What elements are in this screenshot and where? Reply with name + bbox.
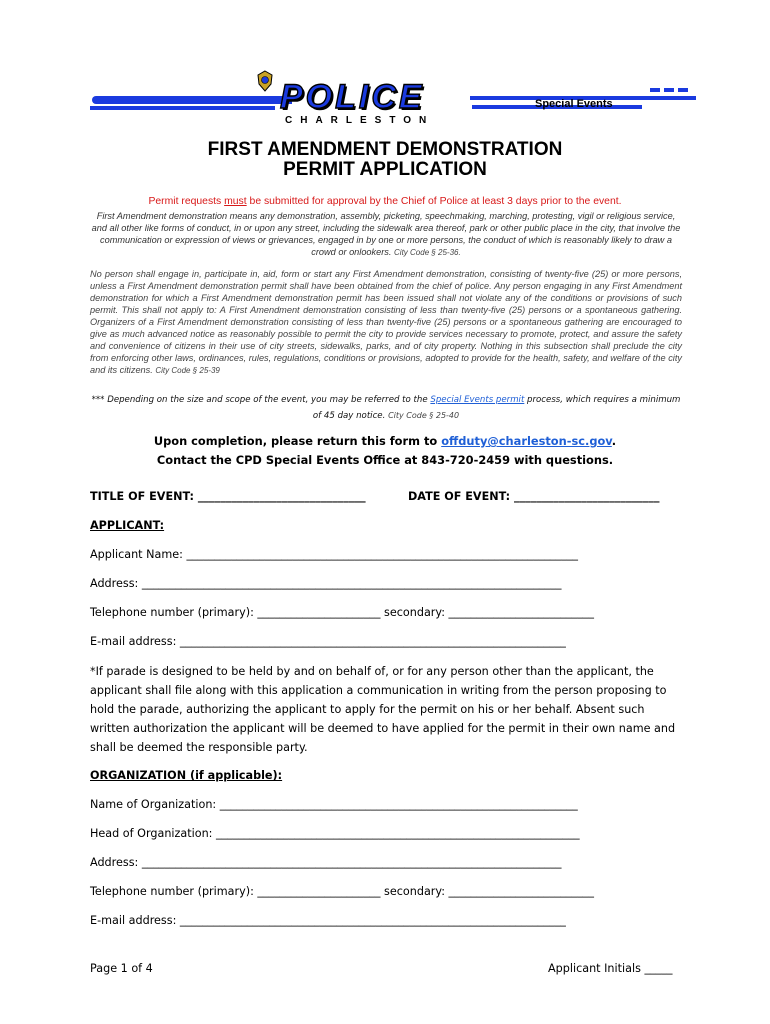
notice-text: Permit requests — [148, 196, 225, 207]
police-badge-icon — [256, 70, 274, 92]
banner-dash — [664, 88, 674, 92]
note-citation: City Code § 25-40 — [388, 411, 460, 420]
submission-notice — [0, 195, 770, 208]
rule-paragraph — [90, 268, 682, 377]
police-header-banner — [90, 68, 700, 130]
note-text: process, which requires a minimum of 45 day notice. — [312, 395, 681, 421]
applicant-email-field[interactable]: E-mail address: _____________________________________________________________________ — [90, 635, 566, 648]
banner-stripe — [90, 106, 275, 110]
organization-phone-field[interactable]: Telephone number (primary): ______________________ secondary: __________________________ — [90, 885, 594, 898]
definition-text: First Amendment demonstration means any demonstration, assembly, picketing, speechmaking, marching, protesting, vigil or religious service, and all other like forms of conduct, in or upon any street, including the sidewalk area thereof, park or other public place in the city, that involve the communication or expression of views or grievances, engaged in by one or more persons, the conduct of which is reasonably likely to draw a crowd or onlookers. — [91, 211, 681, 257]
return-text: Upon completion, please return this form to — [153, 434, 442, 448]
parade-authorization-note: *If parade is designed to be held by and on behalf of, or for any person other than the applicant, the applicant shall file along with this application a communication in writing from the person proposing to hold the parade, authorizing the applicant to apply for the permit on his or her behalf. Absent such written authorization the applicant will be deemed to have applied for the permit in their own name and shall be deemed the responsible party. — [90, 665, 676, 754]
special-events-note — [90, 393, 682, 424]
return-email-link[interactable]: offduty@charleston-sc.gov — [441, 434, 612, 448]
organization-name-field[interactable]: Name of Organization: ________________________________________________________________ — [90, 798, 578, 811]
banner-dash — [678, 88, 688, 92]
contact-line: Contact the CPD Special Events Office at 843-720-2459 with questions. — [156, 453, 614, 467]
department-label: Special Events — [535, 98, 613, 110]
return-text: . — [611, 434, 617, 448]
notice-emphasis: must — [224, 196, 247, 207]
applicant-phone-field[interactable]: Telephone number (primary): ______________________ secondary: __________________________ — [90, 606, 594, 619]
form-title-line2: PERMIT APPLICATION — [283, 159, 487, 180]
rule-text: No person shall engage in, participate in, aid, form or start any First Amendment demonstration, consisting of twenty-five (25) or more persons, unless a First Amendment demonstration permit shall have been obtained from the chief of police. Any person engaging in any First Amendment demonstration for which a First Amendment demonstration permit has been issued shall not violate any of the conditions or provisions of such permit. This shall not apply to: A First Amendment demonstration consisting of less than twenty-five (25) persons or a spontaneous gathering. Organizers of a First Amendment demonstration consisting of less than twenty-five (25) persons or a spontaneous gathering are encouraged to give as much advanced notice as reasonably possible to permit the city to provide services necessary to promote, protect, and assure the safety and convenience of citizens in their use of city streets, sidewalks, parks, and of city property. Nothing in this subsection shall preclude the city from enforcing other laws, ordinances, rules, regulations, conditions or provisions, adopted to provide for the health, safety, and welfare of the city and its citizens. — [90, 269, 682, 375]
rule-citation: City Code § 25-39 — [155, 366, 220, 375]
banner-dash — [650, 88, 660, 92]
police-logo-text: POLICE — [280, 78, 425, 116]
organization-heading: ORGANIZATION (if applicable): — [90, 769, 283, 782]
form-title-line1: FIRST AMENDMENT DEMONSTRATION — [207, 139, 563, 160]
definition-citation: City Code § 25-36. — [394, 248, 461, 257]
definition-paragraph — [90, 210, 682, 259]
banner-stripe — [92, 96, 292, 104]
charleston-logo-text: CHARLESTON — [285, 115, 435, 126]
event-date-field[interactable]: DATE OF EVENT: __________________________ — [408, 490, 660, 503]
notice-text: be submitted for approval by the Chief of Police at least 3 days prior to the event. — [246, 196, 622, 207]
applicant-name-field[interactable]: Applicant Name: ______________________________________________________________________ — [90, 548, 579, 561]
return-instructions — [0, 432, 770, 450]
event-title-field[interactable]: TITLE OF EVENT: ______________________________ — [90, 490, 366, 503]
special-events-permit-link[interactable]: Special Events permit — [430, 395, 525, 405]
note-text: *** Depending on the size and scope of the event, you may be referred to the — [91, 395, 431, 405]
applicant-address-field[interactable]: Address: ___________________________________________________________________________ — [90, 577, 562, 590]
applicant-heading: APPLICANT: — [90, 519, 165, 532]
page-number: Page 1 of 4 — [90, 962, 153, 975]
organization-head-field[interactable]: Head of Organization: _________________________________________________________________ — [90, 827, 580, 840]
organization-address-field[interactable]: Address: ___________________________________________________________________________ — [90, 856, 562, 869]
applicant-initials-field[interactable]: Applicant Initials _____ — [548, 962, 673, 975]
organization-email-field[interactable]: E-mail address: _____________________________________________________________________ — [90, 914, 566, 927]
